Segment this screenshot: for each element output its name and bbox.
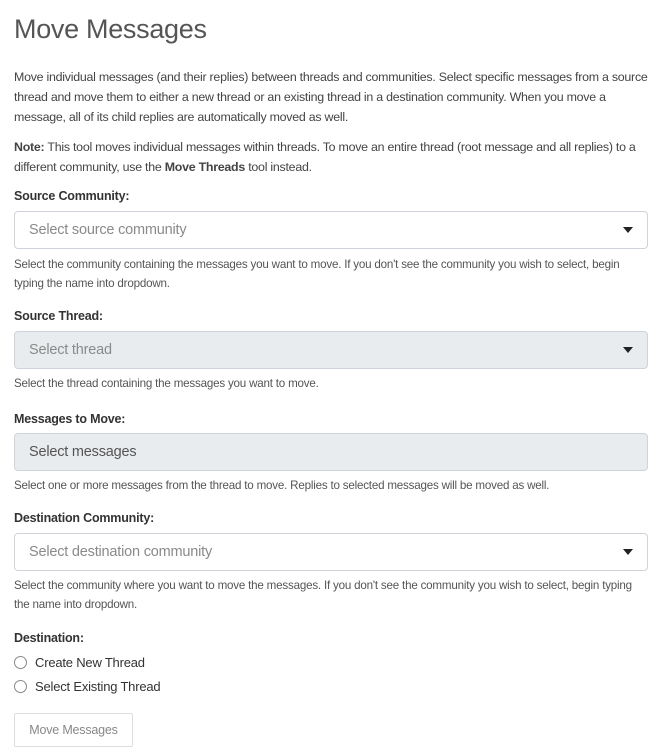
source-thread-help: Select the thread containing the messages you want to move. — [14, 377, 319, 390]
destination-label: Destination: — [14, 631, 84, 645]
radio-circle-icon[interactable] — [14, 680, 27, 693]
source-community-placeholder: Select source community — [29, 222, 187, 238]
radio-label: Create New Thread — [35, 655, 145, 670]
source-community-select[interactable] — [14, 211, 648, 249]
caret-down-icon — [623, 347, 633, 353]
messages-help: Select one or more messages from the thread to move. Replies to selected messages will be moved as well. — [14, 479, 550, 492]
messages-label: Messages to Move: — [14, 412, 126, 426]
radio-label: Select Existing Thread — [35, 679, 161, 694]
intro-text: Move individual messages (and their replies) between threads and communities. Select specific messages from a source thread and move them to either a new thread or an existing thread in a destination community. When you move a message, all of its child replies are automatically moved as well. — [14, 70, 648, 124]
note-label: Note: — [14, 140, 45, 154]
messages-placeholder: Select messages — [29, 444, 137, 460]
source-thread-select[interactable] — [14, 331, 648, 369]
destination-community-help: Select the community where you want to move the messages. If you don't see the community you wish to select, begin typing the name into dropdown. — [14, 579, 632, 611]
source-community-help: Select the community containing the messages you want to move. If you don't see the community you wish to select, begin typing the name into dropdown. — [14, 258, 620, 290]
destination-community-label: Destination Community: — [14, 511, 155, 525]
destination-community-placeholder: Select destination community — [29, 544, 212, 560]
note-body-end: tool instead. — [245, 160, 312, 174]
move-threads-ref: Move Threads — [164, 160, 246, 174]
caret-down-icon — [623, 549, 633, 555]
source-community-label: Source Community: — [14, 189, 130, 203]
destination-community-select[interactable] — [14, 533, 648, 571]
radio-circle-icon[interactable] — [14, 656, 27, 669]
caret-down-icon — [623, 227, 633, 233]
source-thread-placeholder: Select thread — [29, 342, 112, 358]
source-thread-label: Source Thread: — [14, 309, 103, 323]
note-body: This tool moves individual messages within threads. To move an entire thread (root message and all replies) to a different community, use the — [14, 140, 636, 174]
radio-select-existing-thread[interactable] — [14, 679, 648, 694]
note-text — [14, 137, 648, 177]
messages-select[interactable] — [14, 433, 648, 471]
radio-create-new-thread[interactable] — [14, 655, 648, 670]
move-messages-button[interactable]: Move Messages — [14, 713, 133, 747]
page-title: Move Messages — [14, 14, 207, 44]
